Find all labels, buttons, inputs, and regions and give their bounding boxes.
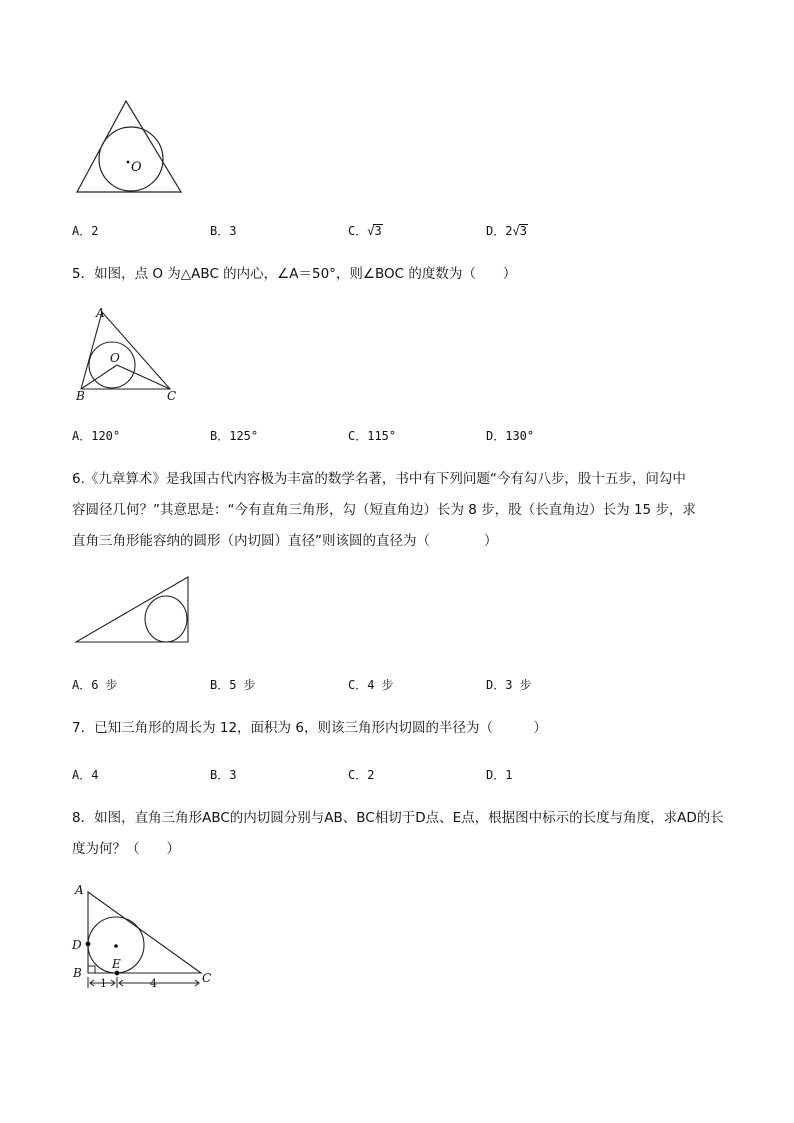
q4-option-d-radicand: 3: [519, 224, 527, 238]
q4-figure: [70, 96, 190, 198]
q5-figure: [72, 306, 184, 402]
q6-line-2: 容圆径几何？”其意思是：“今有直角三角形，勾（短直角边）长为 8 步，股（长直角边）长为 15 步，求: [72, 502, 696, 518]
q6-figure: [72, 572, 194, 648]
q7-option-a[interactable]: A．4: [72, 768, 99, 782]
q5-option-b[interactable]: B．125°: [210, 429, 259, 443]
q8-label-c: C: [202, 971, 212, 985]
q8-right-angle-mark: [88, 966, 95, 973]
q8-line-1: 8．如图，直角三角形ABC的内切圆分别与AB、BC相切于D点、E点，根据图中标示的长度与角度，求AD的长: [72, 810, 724, 826]
q7-text: 7．已知三角形的周长为 12，面积为 6，则该三角形内切圆的半径为（ ）: [72, 720, 547, 736]
q5-label-b: B: [76, 389, 85, 402]
q6-incircle: [145, 596, 187, 642]
q8-length-1: 1: [100, 977, 107, 990]
q6-text: [72, 464, 732, 557]
q8-triangle: [88, 892, 201, 973]
q8-text: [72, 803, 732, 865]
q8-label-e: E: [112, 957, 121, 971]
q4-center-dot: [127, 161, 130, 164]
q5-text: 5．如图，点 O 为△ABC 的内心，∠A＝50°，则∠BOC 的度数为（ ）: [72, 266, 517, 282]
q8-incenter-dot: [114, 944, 118, 948]
q6-triangle: [76, 577, 188, 642]
q4-center-label: O: [131, 160, 142, 175]
q4-option-c-radicand: 3: [374, 224, 382, 238]
q5-label-a: A: [96, 306, 105, 320]
q5-option-d[interactable]: D．130°: [486, 429, 535, 443]
q6-option-d[interactable]: D．3 步: [486, 678, 532, 692]
q6-option-c[interactable]: C．4 步: [348, 678, 394, 692]
q5-option-a[interactable]: A．120°: [72, 429, 121, 443]
q4-option-b[interactable]: B．3: [210, 224, 237, 238]
q7-options: [72, 766, 712, 786]
q7-option-b[interactable]: B．3: [210, 768, 237, 782]
q4-triangle: [77, 101, 181, 192]
q8-line-2: 度为何？（ ）: [72, 841, 180, 857]
q6-option-a[interactable]: A．6 步: [72, 678, 118, 692]
q4-option-d[interactable]: D．2√3: [486, 224, 527, 238]
q6-line-1: 6.《九章算术》是我国古代内容极为丰富的数学名著，书中有下列问题“今有勾八步，股十五步，问勾中: [72, 471, 686, 487]
q6-options: [72, 676, 712, 696]
q6-line-3: 直角三角形能容纳的圆形（内切圆）直径”则该圆的直径为（ ）: [72, 533, 498, 549]
q5-label-c: C: [167, 389, 177, 402]
q8-length-4: 4: [150, 977, 157, 990]
q5-segment-co: [117, 365, 170, 389]
q8-point-e: [115, 971, 120, 976]
q7-option-d[interactable]: D．1: [486, 768, 513, 782]
q8-label-d: D: [72, 938, 82, 952]
q5-label-o: O: [110, 351, 120, 365]
q8-figure: [70, 880, 220, 995]
q5-options: [72, 427, 712, 447]
q5-option-c[interactable]: C．115°: [348, 429, 397, 443]
q8-point-d: [86, 942, 91, 947]
q4-options: [72, 222, 712, 242]
q4-option-c[interactable]: C．√3: [348, 224, 382, 238]
q7-option-c[interactable]: C．2: [348, 768, 375, 782]
q6-option-b[interactable]: B．5 步: [210, 678, 256, 692]
q8-label-a: A: [75, 883, 84, 897]
q8-label-b: B: [73, 966, 82, 980]
q4-option-a[interactable]: A．2: [72, 224, 99, 238]
q5-incircle: [89, 342, 135, 388]
q4-incircle: [99, 127, 163, 191]
